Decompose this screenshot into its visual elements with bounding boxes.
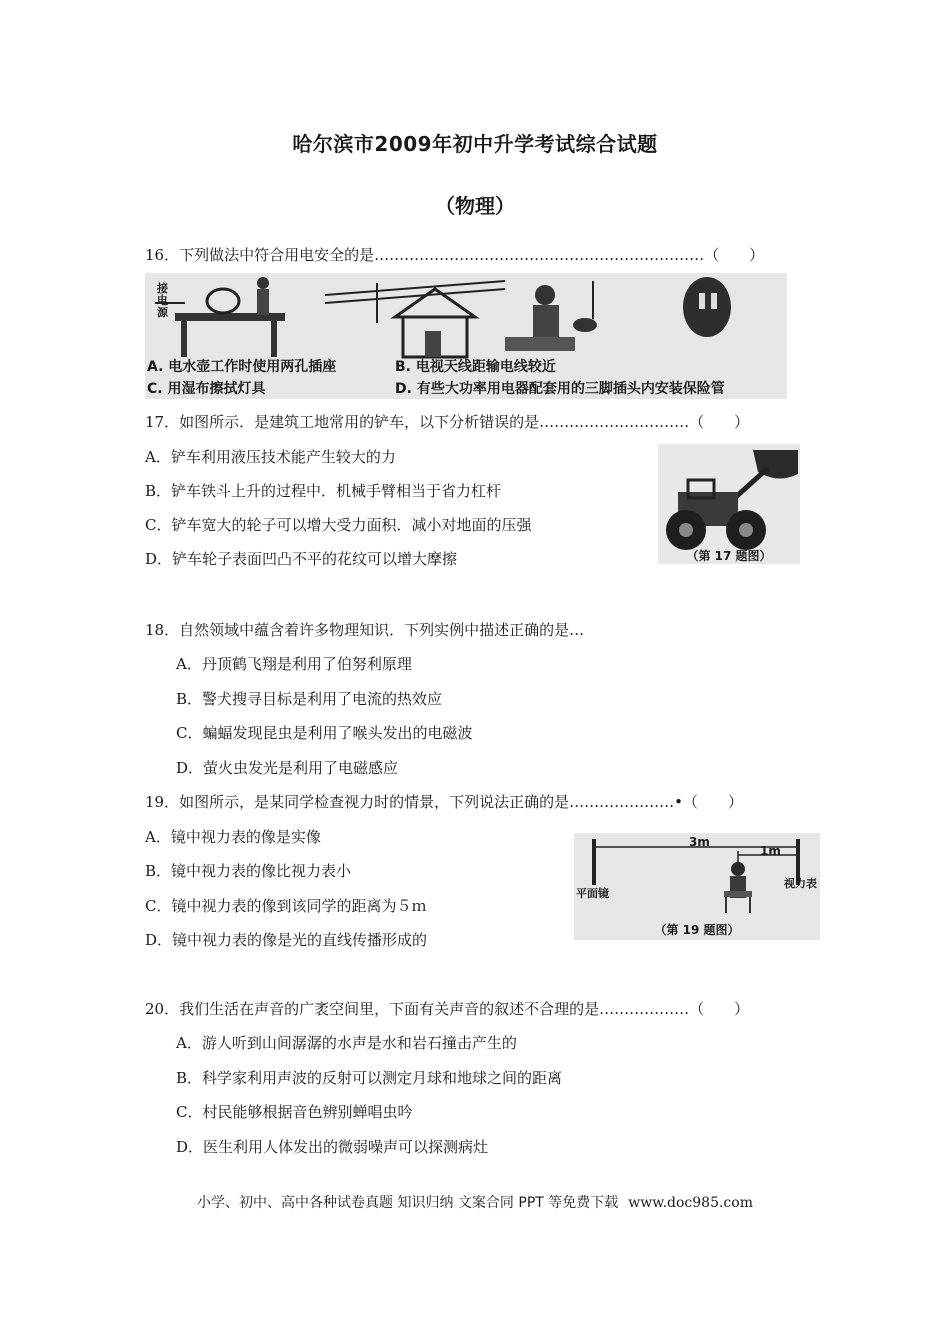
figure-19-distance-1m: 1m	[760, 844, 781, 858]
question-19-figure	[574, 833, 820, 940]
question-17-option-b: B．铲车铁斗上升的过程中．机械手臂相当于省力杠杆	[145, 482, 502, 500]
question-18-option-b: B．警犬搜寻目标是利用了电流的热效应	[176, 690, 443, 708]
question-17-option-d: D．铲车轮子表面凹凸不平的花纹可以增大摩擦	[145, 550, 458, 568]
page-title: 哈尔滨市2009年初中升学考试综合试题	[292, 132, 658, 156]
figure-16-label-c: C. 用湿布擦拭灯具	[147, 381, 266, 397]
question-20-option-a: A．游人听到山间潺潺的水声是水和岩石撞击产生的	[176, 1034, 517, 1052]
question-16-stem: 16．下列做法中符合用电安全的是…………………………………………………………（ ）	[145, 246, 765, 264]
question-19-stem: 19．如图所示，是某同学检查视力时的情景，下列说法正确的是…………………•（ ）	[145, 793, 743, 811]
figure-19-chart-label: 视力表	[784, 877, 817, 890]
page-subtitle: （物理）	[435, 194, 515, 218]
question-17-option-c: C．铲车宽大的轮子可以增大受力面积．减小对地面的压强	[145, 516, 532, 534]
footer-site-link[interactable]: www.doc985.com	[628, 1195, 753, 1211]
question-18-option-d: D．萤火虫发光是利用了电磁感应	[176, 759, 399, 777]
question-19-option-a: A．镜中视力表的像是实像	[145, 828, 321, 846]
question-20-option-c: C．村民能够根据音色辨别蝉唱虫吟	[176, 1103, 413, 1121]
figure-17-caption: （第 17 题图）	[686, 549, 772, 563]
power-source-label: 接电源	[157, 282, 168, 319]
figure-19-distance-3m: 3m	[689, 835, 710, 849]
question-17-figure	[658, 444, 800, 564]
question-20-option-b: B．科学家利用声波的反射可以测定月球和地球之间的距离	[176, 1069, 563, 1087]
figure-19-mirror-label: 平面镜	[576, 887, 609, 900]
question-17-stem: 17．如图所示．是建筑工地常用的铲车，以下分析错误的是…………………………（ ）	[145, 413, 750, 431]
question-19-option-b: B．镜中视力表的像比视力表小	[145, 862, 352, 880]
figure-16-label-b: B. 电视天线距输电线较近	[395, 359, 556, 375]
question-19-option-c: C．镜中视力表的像到该同学的距离为５ｍ	[145, 897, 427, 915]
question-16-figure	[145, 273, 787, 399]
page-footer	[0, 1192, 950, 1212]
loader-illustration	[658, 444, 800, 564]
figure-19-caption: （第 19 题图）	[654, 923, 740, 937]
question-17-option-a: A．铲车利用液压技术能产生较大的力	[145, 448, 396, 466]
question-19-option-d: D．镜中视力表的像是光的直线传播形成的	[145, 931, 428, 949]
figure-16-label-d: D. 有些大功率用电器配套用的三脚插头内安装保险管	[395, 381, 725, 397]
footer-text: 小学、初中、高中各种试卷真题 知识归纳 文案合同 PPT 等免费下载	[197, 1195, 619, 1211]
question-20-stem: 20．我们生活在声音的广袤空间里，下面有关声音的叙述不合理的是………………（ ）	[145, 1000, 750, 1018]
question-18-option-a: A．丹顶鹤飞翔是利用了伯努利原理	[176, 655, 412, 673]
question-18-option-c: C．蝙蝠发现昆虫是利用了喉头发出的电磁波	[176, 724, 473, 742]
question-20-option-d: D．医生利用人体发出的微弱噪声可以探测病灶	[176, 1138, 489, 1156]
figure-16-label-a: A. 电水壶工作时使用两孔插座	[147, 359, 337, 375]
question-18-stem: 18．自然领域中蕴含着许多物理知识．下列实例中描述正确的是…	[145, 621, 585, 639]
